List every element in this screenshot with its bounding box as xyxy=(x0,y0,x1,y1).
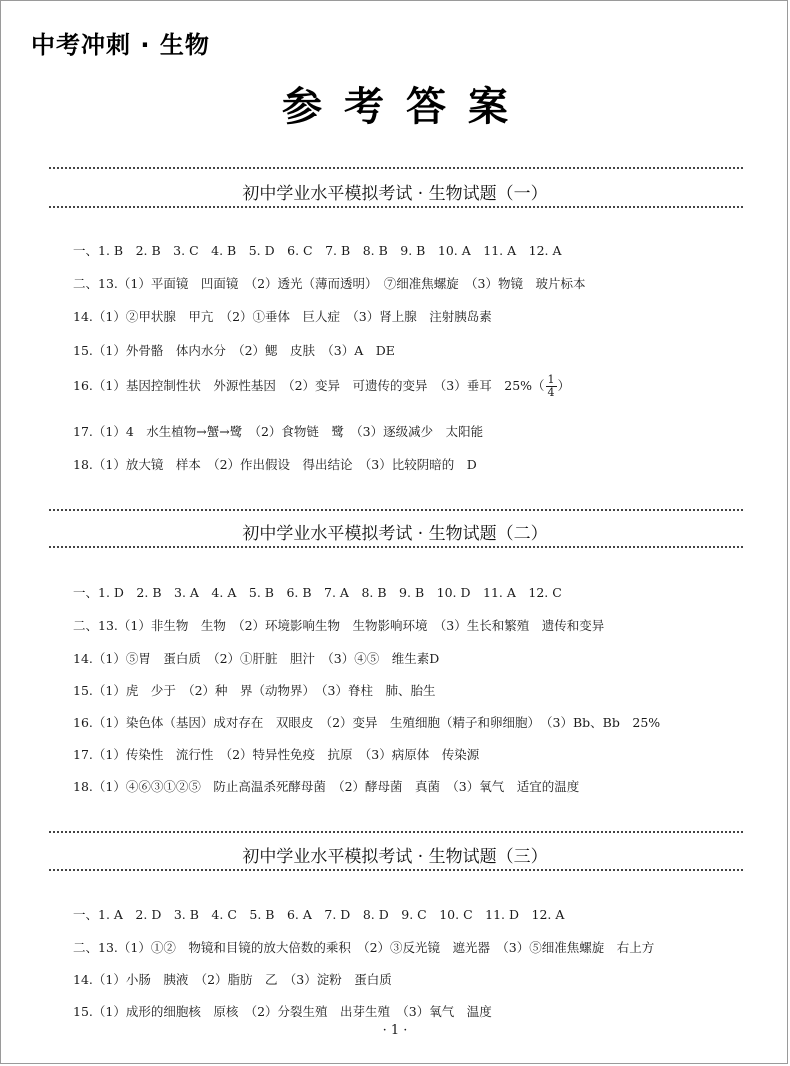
section-title-3: 初中学业水平模拟考试 · 生物试题（三） xyxy=(242,847,548,867)
divider xyxy=(49,831,743,833)
answer-line: 一、1. A 2. D 3. B 4. C 5. B 6. A 7. D 8. D 9. C 10. C 11. D 12. A xyxy=(73,907,565,922)
answer-line: 16.（1）染色体（基因）成对存在 双眼皮 （2）变异 生殖细胞（精子和卵细胞） （3）Bb、Bb 25% xyxy=(73,715,661,730)
answer-line: 18.（1）④⑥③①②⑤ 防止高温杀死酵母菌 （2）酵母菌 真菌 （3）氧气 适宜的温度 xyxy=(73,779,580,794)
fraction-close-paren: ） xyxy=(557,378,571,393)
brand-title: 中考冲刺 · 生物 xyxy=(31,31,210,59)
page-title: 参考答案 xyxy=(282,84,530,130)
divider xyxy=(49,167,743,169)
answer-line: 一、1. D 2. B 3. A 4. A 5. B 6. B 7. A 8. B 9. B 10. D 11. A 12. C xyxy=(73,585,562,600)
answer-text: 16.（1）基因控制性状 外源性基因 （2）变异 可遗传的变异 （3）垂耳 25%（ xyxy=(73,378,545,393)
answer-line: 二、13.（1）①② 物镜和目镜的放大倍数的乘积 （2）③反光镜 遮光器 （3）⑤细准焦螺旋 右上方 xyxy=(73,940,655,955)
page-number: · 1 · xyxy=(382,1023,408,1038)
section-title-1: 初中学业水平模拟考试 · 生物试题（一） xyxy=(242,184,548,204)
answer-line: 15.（1）外骨骼 体内水分 （2）鳃 皮肤 （3）A DE xyxy=(73,343,395,358)
answer-line: 17.（1）传染性 流行性 （2）特异性免疫 抗原 （3）病原体 传染源 xyxy=(73,747,480,762)
answer-line: 15.（1）成形的细胞核 原核 （2）分裂生殖 出芽生殖 （3）氧气 温度 xyxy=(73,1004,492,1019)
fraction-denominator: 4 xyxy=(547,386,555,399)
answer-line: 二、13.（1）平面镜 凹面镜 （2）透光（薄而透明） ⑦细准焦螺旋 （3）物镜 玻片标本 xyxy=(73,276,586,291)
answer-line: 14.（1）⑤胃 蛋白质 （2）①肝脏 胆汁 （3）④⑤ 维生素D xyxy=(73,651,440,666)
answer-line: 二、13.（1）非生物 生物 （2）环境影响生物 生物影响环境 （3）生长和繁殖 遗传和变异 xyxy=(73,618,605,633)
divider xyxy=(49,509,743,511)
fraction-numerator: 1 xyxy=(547,373,555,386)
answer-line: 14.（1）②甲状腺 甲亢 （2）①垂体 巨人症 （3）肾上腺 注射胰岛素 xyxy=(73,309,492,324)
divider xyxy=(49,869,743,871)
divider xyxy=(49,546,743,548)
answer-line: 15.（1）虎 少于 （2）种 界（动物界） （3）脊柱 肺、胎生 xyxy=(73,683,436,698)
fraction xyxy=(546,374,557,399)
answer-line-with-fraction xyxy=(73,374,570,399)
section-title-2: 初中学业水平模拟考试 · 生物试题（二） xyxy=(242,524,548,544)
answer-line: 17.（1）4 水生植物→蟹→鹭 （2）食物链 鹭 （3）逐级减少 太阳能 xyxy=(73,424,484,439)
answer-line: 14.（1）小肠 胰液 （2）脂肪 乙 （3）淀粉 蛋白质 xyxy=(73,972,392,987)
answer-line: 18.（1）放大镜 样本 （2）作出假设 得出结论 （3）比较阴暗的 D xyxy=(73,457,477,472)
divider xyxy=(49,206,743,208)
answer-line: 一、1. B 2. B 3. C 4. B 5. D 6. C 7. B 8. B 9. B 10. A 11. A 12. A xyxy=(73,243,562,258)
